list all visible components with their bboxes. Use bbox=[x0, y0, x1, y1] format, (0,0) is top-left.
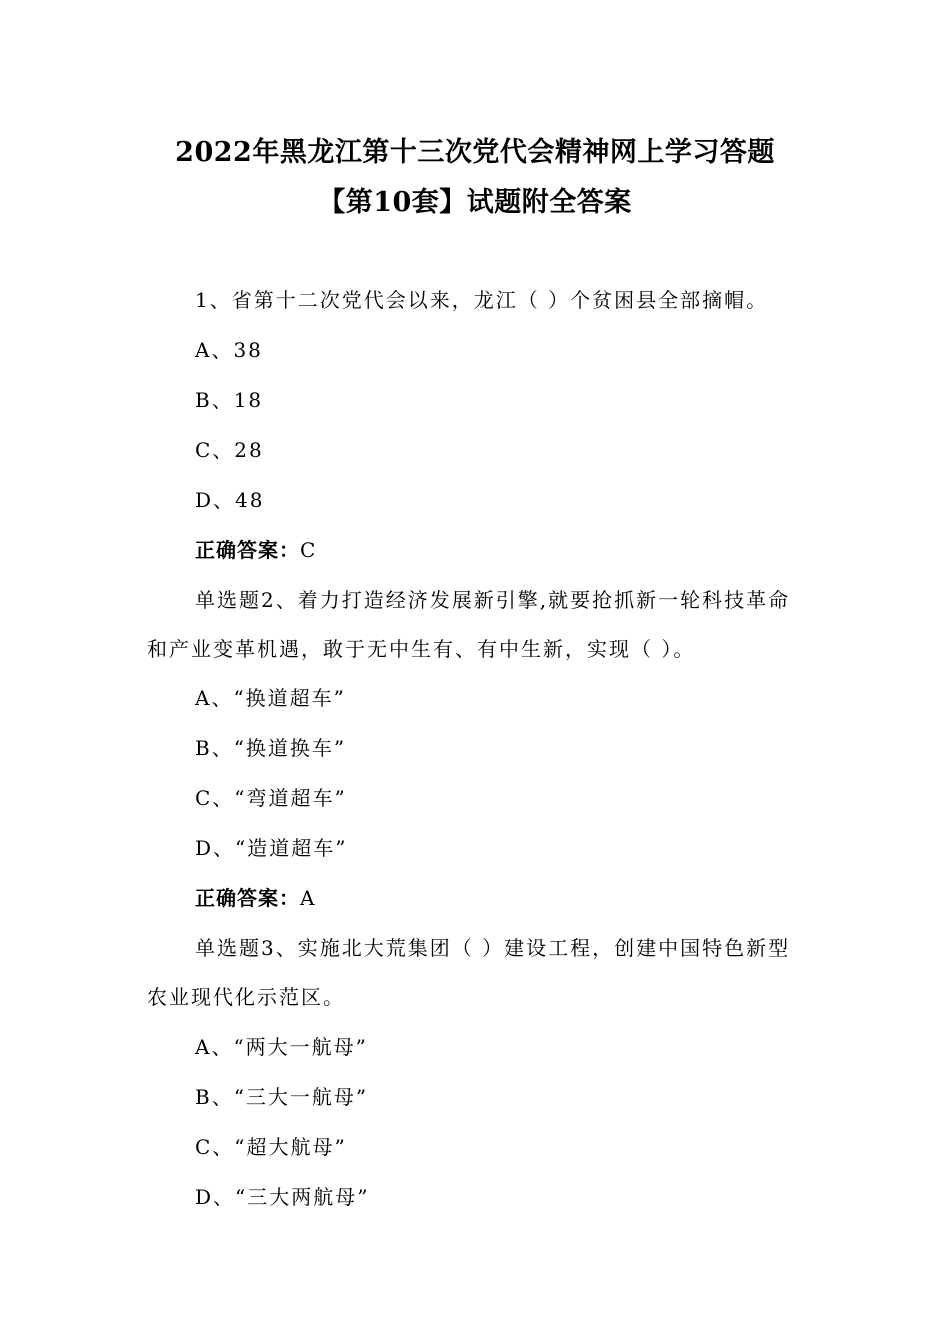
question-1-option-a: A、38 bbox=[195, 338, 263, 362]
document-title-line-2: 【第10套】试题附全答案 bbox=[318, 187, 632, 218]
question-3-option-c: C、“超大航母” bbox=[195, 1135, 347, 1159]
question-1-option-c: C、28 bbox=[195, 438, 264, 462]
question-2-answer-label: 正确答案： bbox=[195, 886, 300, 910]
question-1-option-b: B、18 bbox=[195, 388, 264, 412]
question-2-option-d: D、“造道超车” bbox=[195, 836, 348, 860]
question-3-option-a: A、“两大一航母” bbox=[195, 1035, 368, 1059]
question-3-option-d: D、“三大两航母” bbox=[195, 1185, 370, 1209]
question-2-answer bbox=[195, 884, 316, 912]
question-2-answer-value: A bbox=[300, 886, 317, 910]
question-1-stem: 1、省第十二次党代会以来，龙江（ ）个贫困县全部摘帽。 bbox=[195, 288, 769, 312]
question-3-stem-line-2: 农业现代化示范区。 bbox=[147, 985, 345, 1009]
question-2-stem-line-2: 和产业变革机遇，敢于无中生有、有中生新，实现（ ）。 bbox=[147, 637, 696, 661]
question-1-answer bbox=[195, 536, 317, 564]
question-2-stem-line-1: 单选题2、着力打造经济发展新引擎,就要抢抓新一轮科技革命 bbox=[195, 588, 791, 612]
question-1-answer-label: 正确答案： bbox=[195, 538, 300, 562]
question-1-option-d: D、48 bbox=[195, 488, 265, 512]
question-1-answer-value: C bbox=[300, 538, 318, 562]
question-2-option-c: C、“弯道超车” bbox=[195, 786, 347, 810]
question-3-stem-line-1: 单选题3、实施北大荒集团（ ）建设工程，创建中国特色新型 bbox=[195, 936, 791, 960]
document-title-line-1: 2022年黑龙江第十三次党代会精神网上学习答题 bbox=[175, 137, 775, 168]
question-3-option-b: B、“三大一航母” bbox=[195, 1085, 369, 1109]
question-2-option-a: A、“换道超车” bbox=[195, 686, 346, 710]
question-2-option-b: B、“换道换车” bbox=[195, 736, 347, 760]
